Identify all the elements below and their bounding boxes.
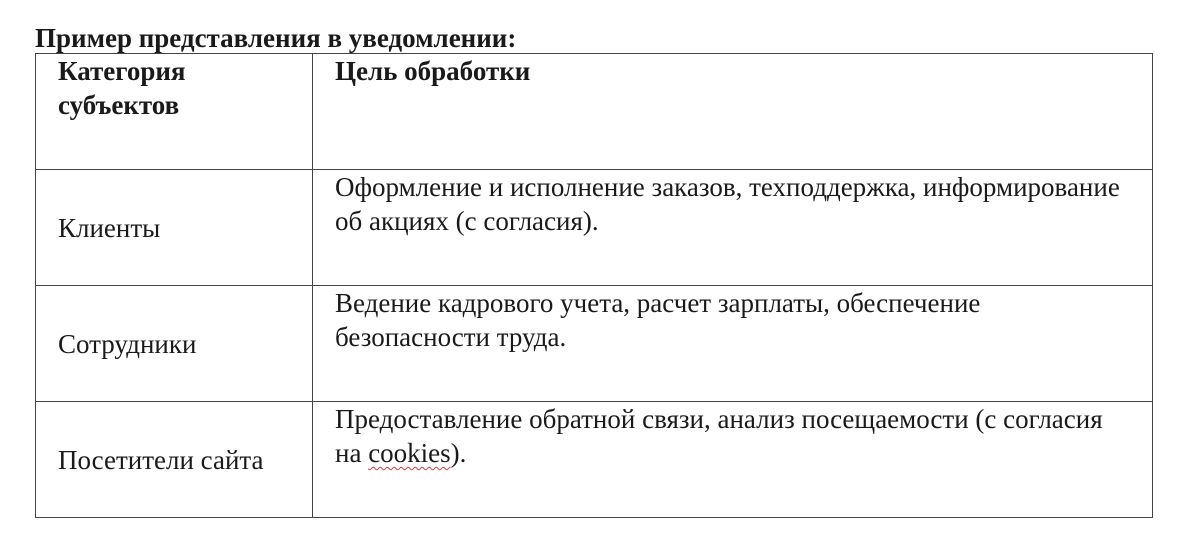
table-row — [36, 170, 1153, 286]
section-heading: Пример представления в уведомлении: — [35, 23, 517, 53]
purpose-text: Предоставление обратной связи, анализ посещаемости (с согласия на — [335, 404, 1103, 468]
purpose-cell — [313, 402, 1153, 518]
category-cell: Сотрудники — [36, 286, 313, 402]
purpose-cell: Ведение кадрового учета, расчет зарплаты, обеспечение безопасности труда. — [313, 286, 1153, 402]
table-row — [36, 402, 1153, 518]
category-cell: Клиенты — [36, 170, 313, 286]
category-cell: Посетители сайта — [36, 402, 313, 518]
table-row — [36, 286, 1153, 402]
purpose-text-end: ). — [450, 438, 467, 468]
header-category — [36, 54, 313, 170]
processing-purposes-table — [35, 53, 1153, 518]
header-purpose-label: Цель обработки — [335, 56, 531, 86]
purpose-cell: Оформление и исполнение заказов, техподдержка, информирование об акциях (с согласия). — [313, 170, 1153, 286]
header-category-label: Категория субъектов — [58, 56, 186, 120]
table-header-row — [36, 54, 1153, 170]
spellcheck-flagged-word: cookies — [368, 438, 451, 468]
header-purpose — [313, 54, 1153, 170]
